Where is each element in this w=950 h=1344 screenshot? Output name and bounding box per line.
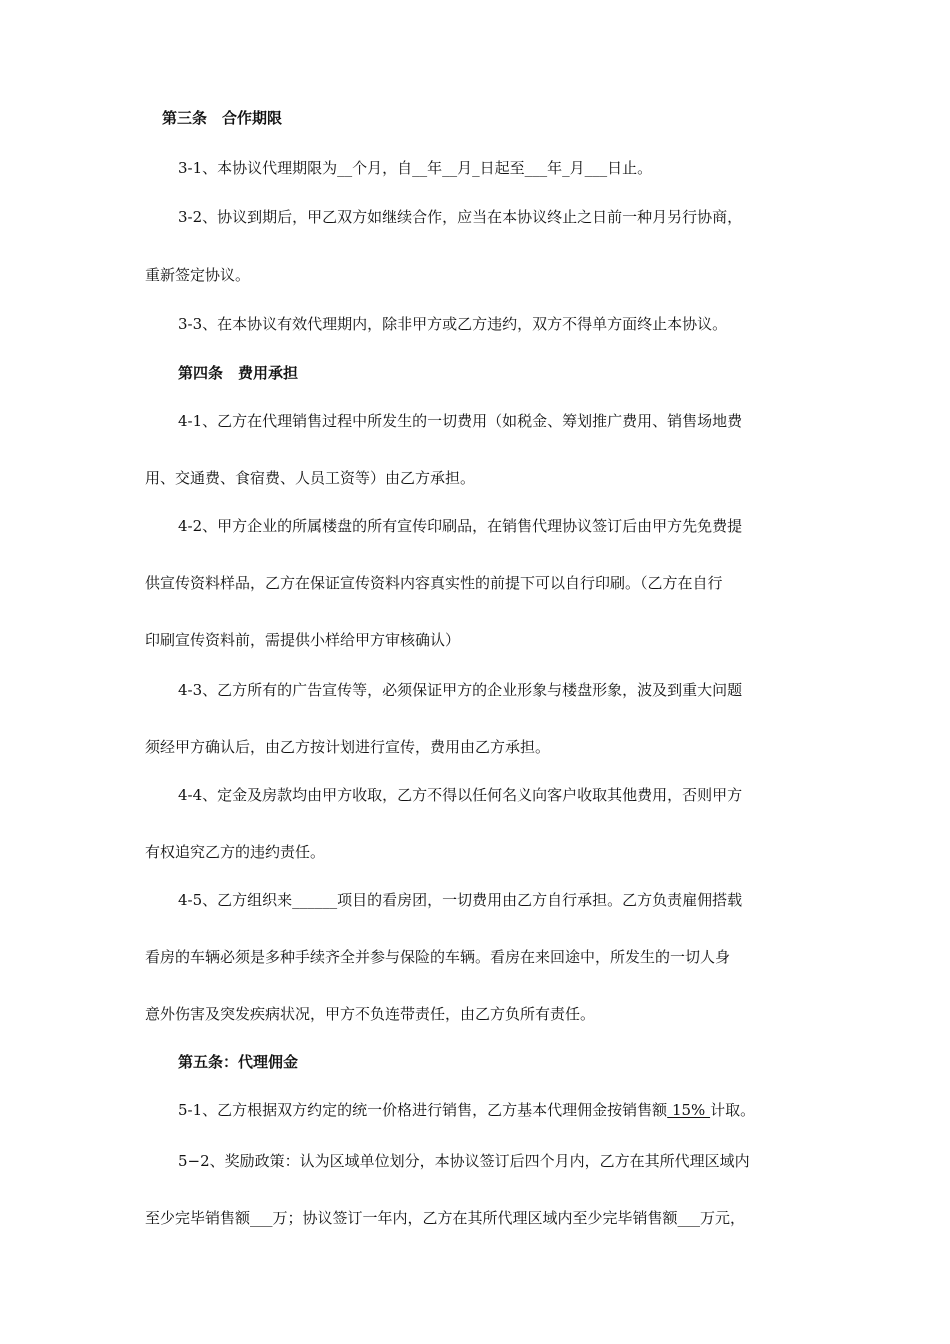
clause-4-4-cont: 有权追究乙方的违约责任。 xyxy=(145,843,326,861)
clause-4-3: 4-3、乙方所有的广告宣传等，必须保证甲方的企业形象与楼盘形象，波及到重大问题 xyxy=(178,681,743,699)
clause-5-2-cont: 至少完毕销售额___万；协议签订一年内，乙方在其所代理区域内至少完毕销售额___万元， xyxy=(145,1209,746,1227)
clause-3-3: 3-3、在本协议有效代理期内，除非甲方或乙方违约，双方不得单方面终止本协议。 xyxy=(178,315,728,333)
clause-4-1: 4-1、乙方在代理销售过程中所发生的一切费用（如税金、筹划推广费用、销售场地费 xyxy=(178,412,743,430)
clause-4-2: 4-2、甲方企业的所属楼盘的所有宣传印刷品，在销售代理协议签订后由甲方先免费提 xyxy=(178,517,743,535)
clause-3-2: 3-2、协议到期后，甲乙双方如继续合作，应当在本协议终止之日前一种月另行协商， xyxy=(178,208,743,226)
clause-3-1: 3-1、本协议代理期限为__个月，自__年__月_日起至___年_月___日止。 xyxy=(178,159,653,177)
clause-5-1 xyxy=(178,1099,848,1121)
clause-4-2-cont-1: 供宣传资料样品，乙方在保证宣传资料内容真实性的前提下可以自行印刷。（乙方在自行 xyxy=(145,574,723,592)
clause-5-1-text-after: 计取。 xyxy=(710,1101,756,1119)
clause-4-2-cont-2: 印刷宣传资料前，需提供小样给甲方审核确认） xyxy=(145,631,461,649)
clause-4-5: 4-5、乙方组织来______项目的看房团，一切费用由乙方自行承担。乙方负责雇佣搭载 xyxy=(178,891,743,909)
clause-4-1-cont: 用、交通费、食宿费、人员工资等）由乙方承担。 xyxy=(145,469,476,487)
clause-4-3-cont: 须经甲方确认后，由乙方按计划进行宣传，费用由乙方承担。 xyxy=(145,738,551,756)
article-4-heading: 第四条 费用承担 xyxy=(178,364,299,382)
clause-5-1-text-before: 5-1、乙方根据双方约定的统一价格进行销售，乙方基本代理佣金按销售额 xyxy=(178,1101,668,1119)
clause-4-4: 4-4、定金及房款均由甲方收取，乙方不得以任何名义向客户收取其他费用，否则甲方 xyxy=(178,786,743,804)
commission-rate: 15% xyxy=(667,1101,711,1119)
clause-5-2: 5−2、奖励政策：认为区域单位划分，本协议签订后四个月内，乙方在其所代理区域内 xyxy=(178,1152,750,1170)
clause-4-5-cont-2: 意外伤害及突发疾病状况，甲方不负连带责任，由乙方负所有责任。 xyxy=(145,1005,596,1023)
clause-4-5-cont-1: 看房的车辆必须是多种手续齐全并参与保险的车辆。看房在来回途中，所发生的一切人身 xyxy=(145,948,731,966)
article-3-heading: 第三条 合作期限 xyxy=(162,109,283,127)
article-5-heading: 第五条：代理佣金 xyxy=(178,1053,299,1071)
clause-3-2-cont: 重新签定协议。 xyxy=(145,266,251,284)
